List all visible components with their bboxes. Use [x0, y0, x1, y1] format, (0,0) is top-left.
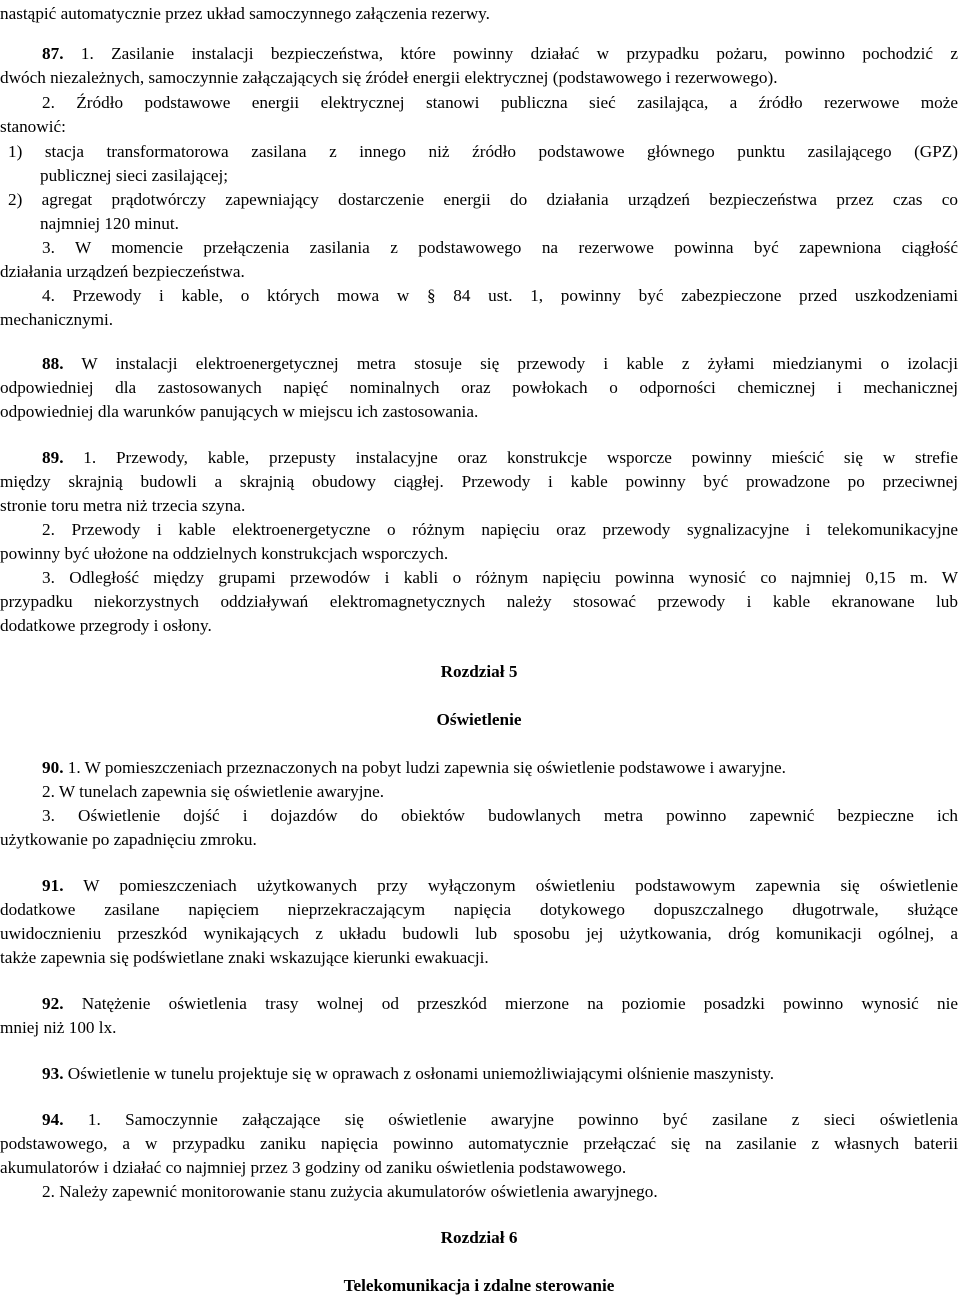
text-segment: 2. Przewody i kable elektroenergetyczne o różnym napięciu oraz przewody sygnalizacyjne i telekomunikacyjne [42, 520, 958, 539]
text-segment: odpowiedniej dla zastosowanych napięć nominalnych oraz powłokach o odporności chemicznej i mechanicznej [0, 378, 958, 397]
text-segment: także zapewnia się podświetlane znaki wskazujące kierunki ewakuacji. [0, 948, 489, 967]
text-segment: 3. Odległość między grupami przewodów i kabli o różnym napięciu powinna wynosić co najmniej 0,15 m. W [42, 568, 958, 587]
text-segment: przypadku niekorzystnych oddziaływań elektromagnetycznych należy stosować przewody i kable ekranowane lub [0, 592, 958, 611]
text-segment: najmniej 120 minut. [40, 214, 179, 233]
text-segment: dodatkowe przegrody i osłony. [0, 616, 212, 635]
text-line [42, 284, 958, 308]
text-segment: 1. Zasilanie instalacji bezpieczeństwa, które powinny działać w przypadku pożaru, powinno pochodzić z [63, 44, 958, 63]
text-segment: Telekomunikacja i zdalne sterowanie [343, 1276, 615, 1295]
text-line [42, 42, 958, 66]
text-segment: działania urządzeń bezpieczeństwa. [0, 262, 245, 281]
text-line [0, 470, 958, 494]
section-heading [0, 1226, 958, 1250]
text-line [42, 91, 958, 115]
text-segment: 2. Źródło podstawowe energii elektrycznej stanowi publiczna sieć zasilająca, a źródło rezerwowe może [42, 93, 958, 112]
text-line [0, 946, 958, 970]
text-line [42, 1108, 958, 1132]
text-line [42, 446, 958, 470]
text-segment: dodatkowe zasilane napięciem nieprzekraczającym napięcia dotykowego dopuszczalnego długotrwale, służące [0, 900, 958, 919]
text-segment: W instalacji elektroenergetycznej metra stosuje się przewody i kable z żyłami miedzianymi o izolacji [63, 354, 958, 373]
section-heading [0, 660, 958, 684]
text-line [0, 1016, 958, 1040]
text-line [0, 2, 958, 26]
text-line [42, 874, 958, 898]
text-segment: Oświetlenie [436, 710, 522, 729]
text-segment: Rozdział 5 [440, 662, 518, 681]
text-line [0, 1156, 958, 1180]
paragraph-number: 88. [42, 354, 64, 373]
text-line [0, 922, 958, 946]
text-segment: podstawowego, a w przypadku zaniku napięcia powinno automatycznie przełączać się na zasilanie z własnych baterii [0, 1134, 958, 1153]
section-heading [0, 1274, 958, 1298]
text-segment: akumulatorów i działać co najmniej przez 3 godziny od zaniku oświetlenia podstawowego. [0, 1158, 627, 1177]
text-line [0, 828, 958, 852]
text-segment: 2. W tunelach zapewnia się oświetlenie awaryjne. [42, 782, 385, 801]
text-segment: dwóch niezależnych, samoczynnie załączających się źródeł energii elektrycznej (podstawowego i rezerwowego). [0, 68, 778, 87]
text-line [0, 542, 958, 566]
text-line [0, 614, 958, 638]
text-segment: stanowić: [0, 117, 66, 136]
text-segment: użytkowanie po zapadnięciu zmroku. [0, 830, 257, 849]
text-segment: powinny być ułożone na oddzielnych konstrukcjach wsporczych. [0, 544, 449, 563]
text-line [42, 352, 958, 376]
text-segment: Rozdział 6 [440, 1228, 518, 1247]
text-segment: 3. Oświetlenie dojść i dojazdów do obiektów budowlanych metra powinno zapewnić bezpieczne ich [42, 806, 958, 825]
text-segment: uwidocznieniu przeszkód wynikających z układu budowli lub sposobu jej użytkowania, dróg komunikacji ogólnej, a [0, 924, 958, 943]
text-segment: W pomieszczeniach użytkowanych przy wyłączonym oświetleniu podstawowym zapewnia się oświetlenie [63, 876, 958, 895]
text-segment: 1. Samoczynnie załączające się oświetlenie awaryjne powinno być zasilane z sieci oświetlenia [63, 1110, 958, 1129]
text-line [40, 212, 958, 236]
text-line [42, 780, 958, 804]
text-line [42, 518, 958, 542]
text-line [42, 1180, 958, 1204]
text-segment: mniej niż 100 lx. [0, 1018, 117, 1037]
paragraph-number: 90. [42, 758, 64, 777]
text-line [0, 590, 958, 614]
section-heading [0, 708, 958, 732]
text-line [40, 164, 958, 188]
text-line [0, 308, 958, 332]
text-line [42, 1062, 958, 1086]
paragraph-number: 89. [42, 448, 64, 467]
paragraph-number: 94. [42, 1110, 64, 1129]
paragraph-number: 92. [42, 994, 64, 1013]
text-line [0, 1132, 958, 1156]
text-segment: publicznej sieci zasilającej; [40, 166, 229, 185]
text-segment: stronie toru metra niż trzecia szyna. [0, 496, 246, 515]
text-segment: odpowiedniej dla warunków panujących w miejscu ich zastosowania. [0, 402, 479, 421]
text-line [0, 898, 958, 922]
text-segment: nastąpić automatycznie przez układ samoczynnego załączenia rezerwy. [0, 4, 490, 23]
text-line [42, 992, 958, 1016]
text-segment: 1. W pomieszczeniach przeznaczonych na pobyt ludzi zapewnia się oświetlenie podstawowe i awaryjne. [63, 758, 786, 777]
text-segment: mechanicznymi. [0, 310, 114, 329]
text-segment: 1. Przewody, kable, przepusty instalacyjne oraz konstrukcje wsporcze powinny mieścić się w strefie [63, 448, 958, 467]
text-line [42, 566, 958, 590]
paragraph-number: 91. [42, 876, 64, 895]
text-line [0, 376, 958, 400]
text-line [0, 66, 958, 90]
text-line [8, 188, 958, 212]
text-segment: między skrajnią budowli a skrajnią obudowy ciągłej. Przewody i kable powinny być prowadzone po przeciwnej [0, 472, 958, 491]
text-line [42, 804, 958, 828]
text-segment: 3. W momencie przełączenia zasilania z podstawowego na rezerwowe powinna być zapewniona ciągłość [42, 238, 958, 257]
text-segment: 2. Należy zapewnić monitorowanie stanu zużycia akumulatorów oświetlenia awaryjnego. [42, 1182, 658, 1201]
text-line [8, 140, 958, 164]
text-segment: Natężenie oświetlenia trasy wolnej od przeszkód mierzone na poziomie posadzki powinno wynosić nie [63, 994, 958, 1013]
text-line [0, 260, 958, 284]
paragraph-number: 93. [42, 1064, 64, 1083]
text-line [42, 236, 958, 260]
paragraph-number: 87. [42, 44, 64, 63]
text-segment: 1) stacja transformatorowa zasilana z innego niż źródło podstawowe głównego punktu zasilającego (GPZ) [8, 142, 958, 161]
text-segment: 4. Przewody i kable, o których mowa w § 84 ust. 1, powinny być zabezpieczone przed uszkodzeniami [42, 286, 958, 305]
text-line [42, 756, 958, 780]
text-line [0, 400, 958, 424]
text-line [0, 494, 958, 518]
text-segment: Oświetlenie w tunelu projektuje się w oprawach z osłonami uniemożliwiającymi olśnienie maszynisty. [63, 1064, 775, 1083]
text-line [0, 115, 958, 139]
text-segment: 2) agregat prądotwórczy zapewniający dostarczenie energii do działania urządzeń bezpieczeństwa przez czas co [8, 190, 958, 209]
